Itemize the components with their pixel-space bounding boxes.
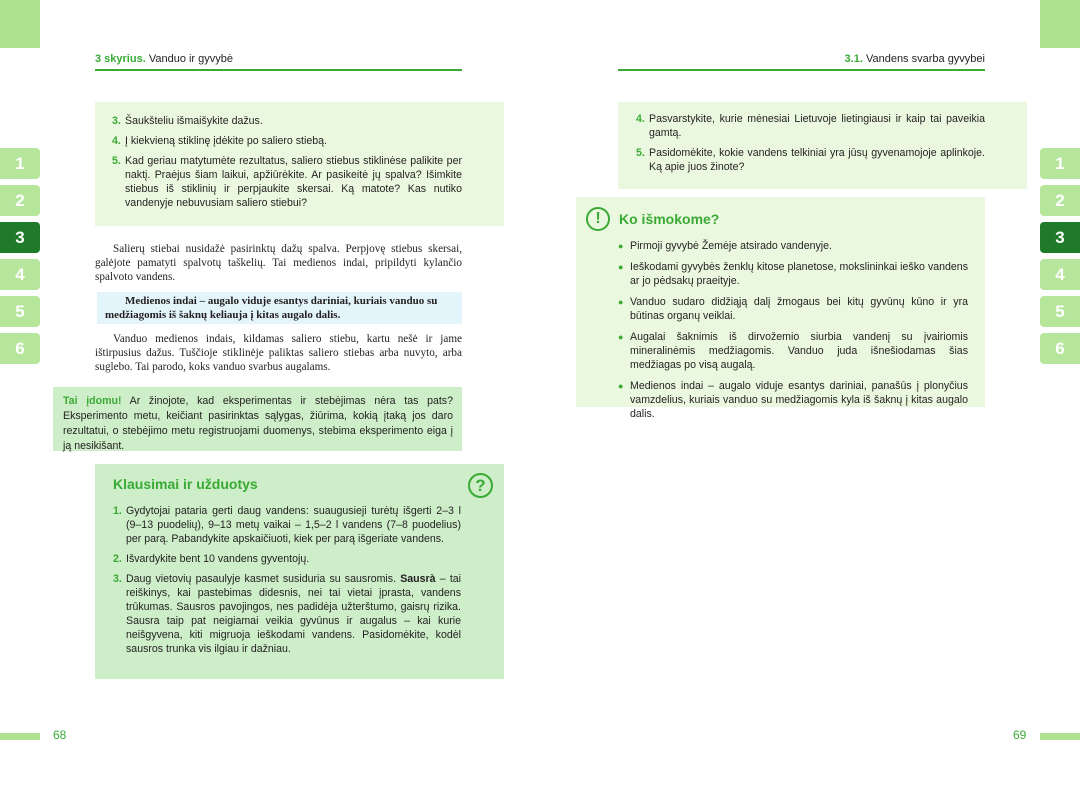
step-number: 4. bbox=[112, 135, 121, 147]
header-line-left bbox=[95, 69, 462, 71]
learned-list bbox=[618, 239, 968, 428]
definition-text: Medienos indai – augalo viduje esantys dariniai, kuriais vanduo su medžiagomis iš šaknų keliauja į kitas augalo dalis. bbox=[105, 295, 438, 321]
bullet-text: Pirmoji gyvybė Žemėje atsirado vandenyje. bbox=[630, 240, 832, 252]
questions-title: Klausimai ir užduotys bbox=[113, 476, 258, 492]
step-text: Į kiekvieną stiklinę įdėkite po saliero stiebą. bbox=[125, 135, 327, 147]
list-item bbox=[618, 239, 968, 253]
tab-label: 6 bbox=[15, 338, 25, 358]
step-text: Pasvarstykite, kurie mėnesiai Lietuvoje lietingiausi ir kaip tai paveikia gamtą. bbox=[649, 113, 985, 139]
fact-text: Ar žinojote, kad eksperimentas ir stebėjimas nėra tas pats? Eksperimento metu, keičiant pasirinktas sąlygas, žiūrima, kokią įtaką jos daro rezultatui, o stebėjimo metu registruojami duomenys, stebima eksperimento eiga į ją nesikišant. bbox=[63, 395, 453, 452]
question-text-part: Daug vietovių pasaulyje kasmet susiduria su sausromis. bbox=[126, 573, 401, 585]
question-number: 2. bbox=[113, 553, 122, 565]
bullet-text: Medienos indai – augalo viduje esantys dariniai, panašūs į plonyčius vamzdelius, kuriais vanduo su medžiagomis kyla iš šaknų į kitas augalo dalis. bbox=[630, 380, 968, 420]
term-drought: Sausrà bbox=[400, 573, 436, 585]
exclamation-glyph: ! bbox=[595, 210, 601, 227]
step-number: 3. bbox=[112, 115, 121, 127]
step-number: 5. bbox=[636, 147, 645, 159]
tab-label: 3 bbox=[15, 227, 25, 247]
bullet-icon: ● bbox=[618, 297, 624, 307]
question-text-part: – tai reiškinys, kai pastebimas didesnis, nei tai vietai įprasta, vandens trūkumas. Sausros pavojingos, nes padidėja užterštumo, gaisrų rizika. Sausra taip pat neigiamai veikia gyvūnus ir augalus – kai kurie neišgyvena, kiti migruoja ieškodami vandens. Pasidomėkite, kodėl sausros trunka vis ilgiau ir dažniau. bbox=[126, 573, 462, 655]
tab-3-left[interactable] bbox=[0, 222, 40, 253]
bullet-text: Ieškodami gyvybės ženklų kitose planetose, mokslininkai ieško vandens ar jo pėdsakų praeityje. bbox=[630, 261, 968, 287]
tab-1-left[interactable] bbox=[0, 148, 40, 179]
list-item bbox=[618, 330, 968, 372]
bullet-text: Augalai šaknimis iš dirvožemio siurbia vandenį su įvairiomis mineralinėmis medžiagomis. Vanduo juda išnešiodamas šias medžiagas po visą augalą. bbox=[630, 331, 968, 371]
list-item bbox=[636, 112, 985, 140]
list-item bbox=[113, 572, 461, 656]
bullet-icon: ● bbox=[618, 262, 624, 272]
tab-3-right[interactable] bbox=[1040, 222, 1080, 253]
question-mark-glyph: ? bbox=[475, 475, 486, 495]
bullet-icon: ● bbox=[618, 381, 624, 391]
bullet-icon: ● bbox=[618, 241, 624, 251]
tab-label: 6 bbox=[1055, 338, 1065, 358]
list-item bbox=[113, 504, 461, 546]
tab-6-right[interactable] bbox=[1040, 333, 1080, 364]
tab-label: 2 bbox=[15, 190, 25, 210]
reflection-steps-box bbox=[618, 102, 1027, 189]
step-number: 4. bbox=[636, 113, 645, 125]
footer-bar-right bbox=[1040, 733, 1080, 740]
tab-5-right[interactable] bbox=[1040, 296, 1080, 327]
questions-box bbox=[95, 464, 504, 679]
definition-box bbox=[97, 292, 462, 324]
list-item bbox=[112, 134, 462, 148]
fact-box bbox=[53, 387, 462, 451]
tab-5-left[interactable] bbox=[0, 296, 40, 327]
tab-label: 4 bbox=[15, 264, 25, 284]
tab-2-left[interactable] bbox=[0, 185, 40, 216]
question-text bbox=[126, 572, 461, 656]
list-item bbox=[112, 114, 462, 128]
footer-bar-left bbox=[0, 733, 40, 740]
chapter-label: 3 skyrius. bbox=[95, 53, 146, 65]
tab-label: 2 bbox=[1055, 190, 1065, 210]
header-line-right bbox=[618, 69, 985, 71]
question-number: 3. bbox=[113, 573, 122, 585]
question-number: 1. bbox=[113, 505, 122, 517]
section-label: 3.1. bbox=[844, 53, 863, 65]
tab-4-right[interactable] bbox=[1040, 259, 1080, 290]
tab-label: 1 bbox=[1055, 153, 1065, 173]
bullet-text: Vanduo sudaro didžiąją dalį žmogaus bei kitų gyvūnų kūno ir yra būtinas organų veiklai. bbox=[630, 296, 968, 322]
list-item bbox=[636, 146, 985, 174]
step-number: 5. bbox=[112, 155, 121, 167]
chapter-title: Vanduo ir gyvybė bbox=[148, 53, 234, 65]
paragraph-water-transport: Vanduo medienos indais, kildamas saliero stiebu, kartu nešė ir jame ištirpusius dažus. Tuščioje stiklinėje paliktas saliero stiebas arba nuvyto, arba suglebo. Tai parodo, koks vanduo svarbus augalams. bbox=[95, 333, 462, 373]
step-text: Kad geriau matytumėte rezultatus, saliero stiebus stiklinėse palikite per naktį. Praėjus šiam laikui, apžiūrėkite. Ar pasikeitė jų spalva? Išimkite stiebus iš stiklinių ir perpjaukite skersai. Ką matote? Kas nutiko vandenyje nebuvusiam saliero stiebui? bbox=[125, 155, 462, 209]
list-item bbox=[113, 552, 461, 566]
tab-6-left[interactable] bbox=[0, 333, 40, 364]
page-number-left: 68 bbox=[53, 728, 67, 742]
tab-1-right[interactable] bbox=[1040, 148, 1080, 179]
questions-list bbox=[113, 504, 461, 662]
top-bar-left bbox=[0, 0, 40, 48]
exclamation-icon bbox=[586, 207, 610, 231]
section-title: Vandens svarba gyvybei bbox=[865, 53, 985, 65]
fact-label: Tai įdomu! bbox=[63, 395, 122, 407]
learned-box bbox=[576, 197, 985, 420]
question-mark-icon bbox=[468, 473, 493, 498]
tab-2-right[interactable] bbox=[1040, 185, 1080, 216]
learned-title: Ko išmokome? bbox=[619, 211, 720, 227]
tab-label: 3 bbox=[1055, 227, 1065, 247]
experiment-steps-box bbox=[95, 102, 504, 226]
tab-label: 5 bbox=[1055, 301, 1065, 321]
list-item bbox=[112, 154, 462, 210]
top-bar-right bbox=[1040, 0, 1080, 48]
page-number-right: 69 bbox=[1013, 728, 1027, 742]
bullet-icon: ● bbox=[618, 332, 624, 342]
list-item bbox=[618, 260, 968, 288]
tab-4-left[interactable] bbox=[0, 259, 40, 290]
header-right bbox=[845, 53, 985, 65]
tab-label: 5 bbox=[15, 301, 25, 321]
question-text: Išvardykite bent 10 vandens gyventojų. bbox=[126, 553, 310, 565]
step-text: Šaukšteliu išmaišykite dažus. bbox=[125, 115, 263, 127]
step-text: Pasidomėkite, kokie vandens telkiniai yra jūsų gyvenamojoje aplinkoje. Ką apie juos žinote? bbox=[649, 147, 985, 173]
tab-label: 4 bbox=[1055, 264, 1065, 284]
header-left bbox=[95, 53, 233, 65]
list-item bbox=[618, 379, 968, 421]
paragraph-celery-result: Salierų stiebai nusidažė pasirinktų dažų spalva. Perpjovę stiebus skersai, galėjote pamatyti spalvotų taškelių. Tai medienos indai, pripildyti kylančio spalvoto vandens. bbox=[95, 243, 462, 283]
question-text: Gydytojai pataria gerti daug vandens: suaugusieji turėtų išgerti 2–3 l (9–13 puodelių), 9–13 metų vaikai – 1,5–2 l vandens (7–8 puodelius) per parą. Pabandykite apskaičiuoti, kiek per parą išgeriate vandens. bbox=[126, 505, 461, 545]
list-item bbox=[618, 295, 968, 323]
tab-label: 1 bbox=[15, 153, 25, 173]
